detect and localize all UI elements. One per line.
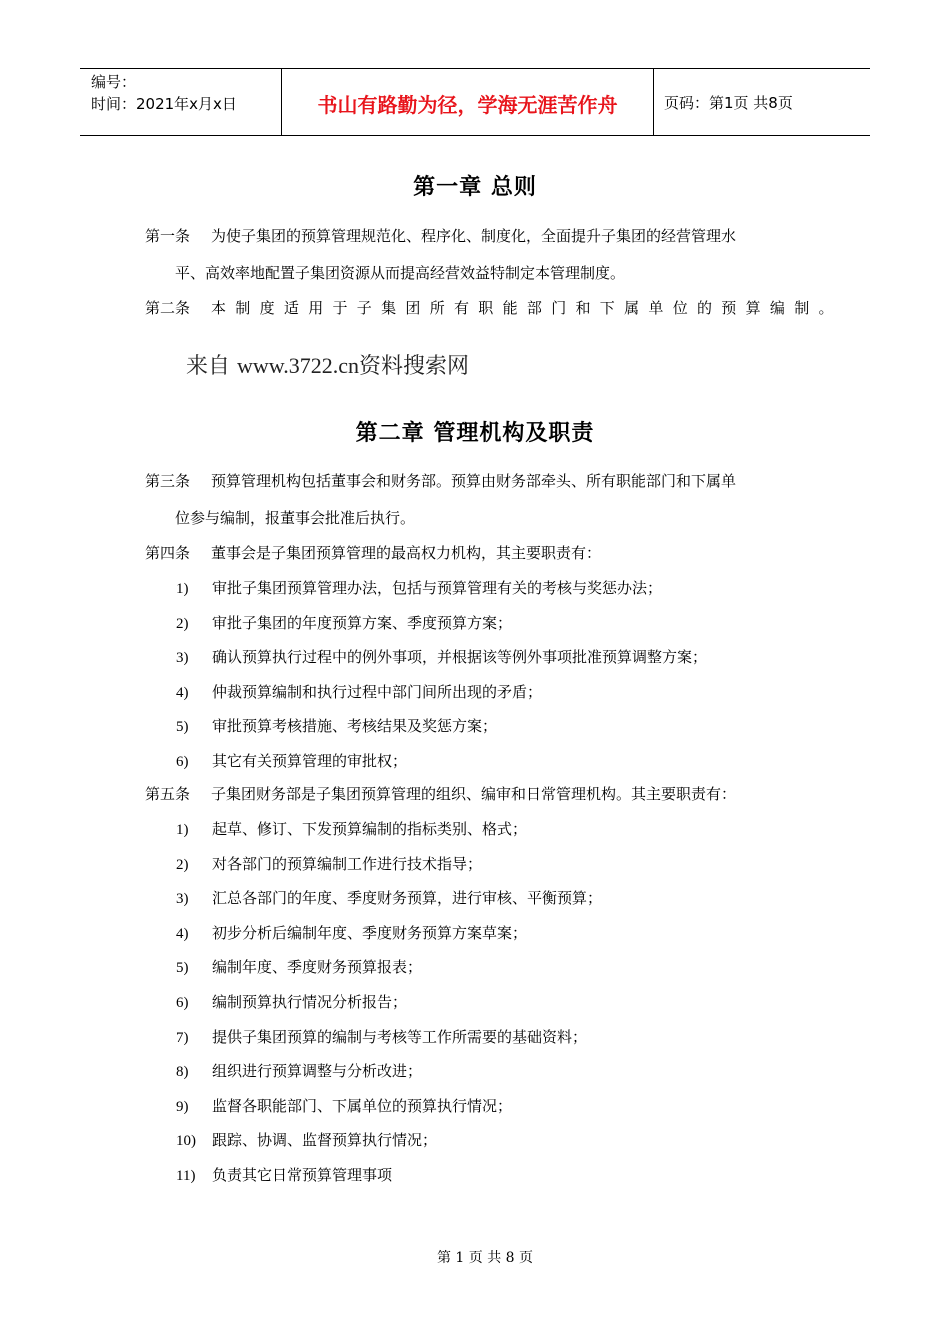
list-item-text: 编制年度、季度财务预算报表； (212, 958, 423, 977)
article-4-label: 第四条 (145, 544, 191, 562)
header-info-cell (80, 69, 281, 135)
list-item (176, 1026, 587, 1047)
list-item (176, 1129, 437, 1150)
article-1-line-2: 平、高效率地配置子集团资源从而提高经营效益特制定本管理制度。 (175, 264, 626, 282)
header-table (80, 68, 870, 136)
watermark-suffix: 资料搜索网 (359, 354, 470, 379)
article-2 (145, 297, 843, 318)
article-3-line-1: 预算管理机构包括董事会和财务部。预算由财务部牵头、所有职能部门和下属单 (211, 472, 737, 490)
article-3-line-2: 位参与编制，报董事会批准后执行。 (175, 509, 416, 527)
list-item-text: 负责其它日常预算管理事项 (212, 1166, 393, 1184)
list-item (176, 818, 527, 839)
list-item (176, 853, 482, 874)
list-item-number: 6) (176, 995, 189, 1011)
list-item-number: 6) (176, 754, 189, 770)
article-5-text: 子集团财务部是子集团预算管理的组织、编审和日常管理机构。其主要职责有： (211, 785, 737, 803)
watermark-url: www.3722.cn (237, 353, 359, 378)
list-item-number: 5) (176, 960, 189, 977)
watermark-prefix: 来自 (186, 354, 237, 379)
list-item-number: 1) (176, 581, 189, 597)
list-item-text: 其它有关预算管理的审批权； (212, 752, 408, 770)
article-4-text: 董事会是子集团预算管理的最高权力机构，其主要职责有： (211, 544, 602, 562)
list-item-number: 4) (176, 684, 189, 701)
article-1-line-1: 为使子集团的预算管理规范化、程序化、制度化，全面提升子集团的经营管理水 (211, 227, 737, 245)
list-item-text: 编制预算执行情况分析报告； (212, 993, 408, 1011)
article-3-label: 第三条 (145, 472, 191, 490)
list-item (176, 681, 542, 702)
list-item-text: 仲裁预算编制和执行过程中部门间所出现的矛盾； (212, 682, 543, 701)
article-2-label: 第二条 (145, 299, 191, 317)
list-item-text: 组织进行预算调整与分析改进； (212, 1062, 423, 1081)
list-item (176, 1164, 392, 1185)
list-item-number: 10) (176, 1133, 196, 1150)
chapter-2-title: 第二章 管理机构及职责 (355, 420, 595, 446)
article-4 (145, 542, 601, 563)
list-item (176, 577, 662, 598)
article-5-label: 第五条 (145, 785, 191, 803)
page-footer: 第 1 页 共 8 页 (436, 1250, 534, 1266)
document-time-label: 时间：2021年x月x日 (91, 95, 237, 113)
article-5 (145, 783, 736, 804)
list-item-text: 汇总各部门的年度、季度财务预算，进行审核、平衡预算； (212, 889, 603, 908)
list-item-text: 监督各职能部门、下属单位的预算执行情况； (212, 1096, 513, 1115)
watermark-text (186, 349, 469, 380)
header-motto: 书山有路勤为径，学海无涯苦作舟 (281, 69, 654, 135)
list-item (176, 646, 707, 667)
list-item-number: 1) (176, 822, 189, 838)
article-2-text: 本制度适用于子集团所有职能部门和下属单位的预算编制。 (211, 299, 843, 317)
list-item-number: 7) (176, 1029, 189, 1046)
list-item-number: 2) (176, 615, 189, 632)
list-item-number: 3) (176, 650, 189, 667)
list-item (176, 991, 407, 1012)
list-item-number: 8) (176, 1064, 189, 1081)
list-item (176, 612, 512, 633)
list-item (176, 887, 602, 908)
list-item (176, 956, 422, 977)
list-item (176, 750, 407, 771)
list-item-number: 4) (176, 925, 189, 942)
list-item-text: 提供子集团预算的编制与考核等工作所需要的基础资料； (212, 1027, 588, 1046)
list-item-text: 确认预算执行过程中的例外事项，并根据该等例外事项批准预算调整方案； (212, 648, 708, 667)
list-item-text: 跟踪、协调、监督预算执行情况； (212, 1131, 438, 1150)
list-item (176, 922, 527, 943)
article-1 (145, 225, 736, 246)
list-item-number: 9) (176, 1098, 189, 1115)
article-1-label: 第一条 (145, 227, 191, 245)
article-3 (145, 470, 736, 491)
list-item-number: 5) (176, 719, 189, 736)
list-item-text: 起草、修订、下发预算编制的指标类别、格式； (212, 820, 528, 838)
document-number-label: 编号： (91, 73, 137, 91)
list-item-number: 11) (176, 1168, 196, 1184)
list-item-text: 初步分析后编制年度、季度财务预算方案草案； (212, 923, 528, 942)
list-item (176, 715, 497, 736)
list-item-number: 3) (176, 891, 189, 908)
list-item-text: 审批预算考核措施、考核结果及奖惩方案； (212, 717, 498, 736)
list-item-text: 对各部门的预算编制工作进行技术指导； (212, 854, 483, 873)
header-page-label: 页码：第1页 共8页 (664, 93, 793, 112)
list-item (176, 1095, 512, 1116)
list-item (176, 1060, 422, 1081)
list-item-number: 2) (176, 856, 189, 873)
list-item-text: 审批子集团的年度预算方案、季度预算方案； (212, 613, 513, 632)
chapter-1-title: 第一章 总则 (413, 174, 537, 200)
list-item-text: 审批子集团预算管理办法，包括与预算管理有关的考核与奖惩办法； (212, 579, 663, 597)
